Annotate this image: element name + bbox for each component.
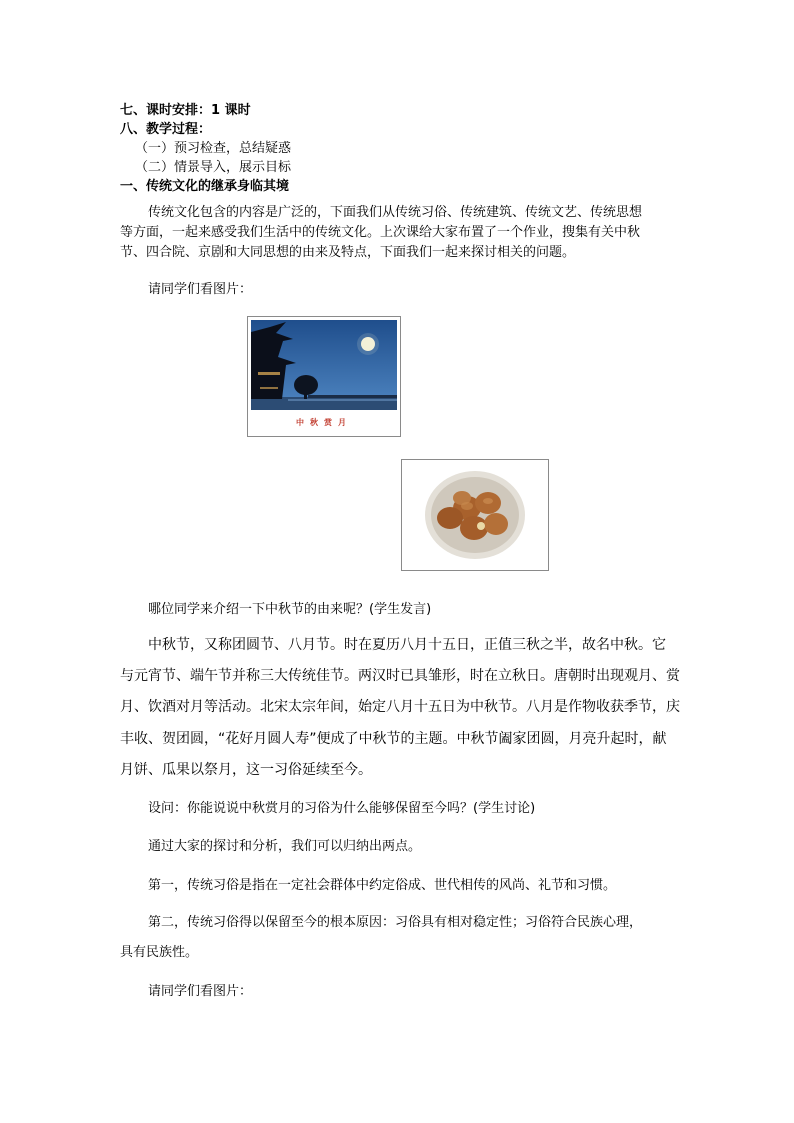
origin-line-1: 中秋节，又称团圆节、八月节。时在夏历八月十五日，正值三秋之半，故名中秋。它	[148, 637, 666, 653]
section-heading-7: 七、课时安排：1 课时	[120, 103, 251, 118]
mooncake-icon	[402, 460, 548, 570]
point-1: 第一，传统习俗是指在一定社会群体中约定俗成、世代相传的风尚、礼节和习惯。	[148, 878, 617, 893]
step-heading-1: （一）预习检查，总结疑惑	[135, 141, 292, 156]
image-caption: 中秋赏月	[296, 418, 352, 427]
question-1: 哪位同学来介绍一下中秋节的由来呢？(学生发言)	[148, 602, 432, 617]
summary-text: 通过大家的探讨和分析，我们可以归纳出两点。	[148, 839, 422, 854]
origin-line-4: 丰收、贺团圆，“花好月圆人寿”便成了中秋节的主题。中秋节阖家团圆，月亮升起时，献	[120, 731, 667, 747]
look-prompt-2: 请同学们看图片：	[148, 984, 253, 999]
question-2: 设问：你能说说中秋赏月的习俗为什么能够保留至今吗？(学生讨论)	[148, 801, 536, 816]
step-heading-2: （二）情景导入，展示目标	[135, 160, 292, 175]
origin-line-5: 月饼、瓜果以祭月，这一习俗延续至今。	[120, 762, 372, 778]
intro-line-3: 节、四合院、京剧和大同思想的由来及特点，下面我们一起来探讨相关的问题。	[120, 245, 576, 260]
mooncake-image	[401, 459, 549, 571]
origin-line-3: 月、饮酒对月等活动。北宋太宗年间，始定八月十五日为中秋节。八月是作物收获季节，庆	[120, 699, 680, 715]
point-2-line-1: 第二，传统习俗得以保留至今的根本原因：习俗具有相对稳定性；习俗符合民族心理，	[148, 915, 643, 930]
subsection-heading-1: 一、传统文化的继承身临其境	[120, 179, 290, 194]
origin-line-2: 与元宵节、端午节并称三大传统佳节。两汉时已具雏形，时在立秋日。唐朝时出现观月、赏	[120, 668, 680, 684]
intro-line-1: 传统文化包含的内容是广泛的，下面我们从传统习俗、传统建筑、传统文艺、传统思想	[148, 205, 643, 220]
intro-line-2: 等方面，一起来感受我们生活中的传统文化。上次课给大家布置了一个作业，搜集有关中秋	[120, 225, 641, 240]
point-2-line-2: 具有民族性。	[120, 945, 199, 960]
mid-autumn-moon-image	[247, 316, 401, 437]
section-heading-8: 八、教学过程：	[120, 122, 212, 137]
look-prompt-1: 请同学们看图片：	[148, 282, 253, 297]
